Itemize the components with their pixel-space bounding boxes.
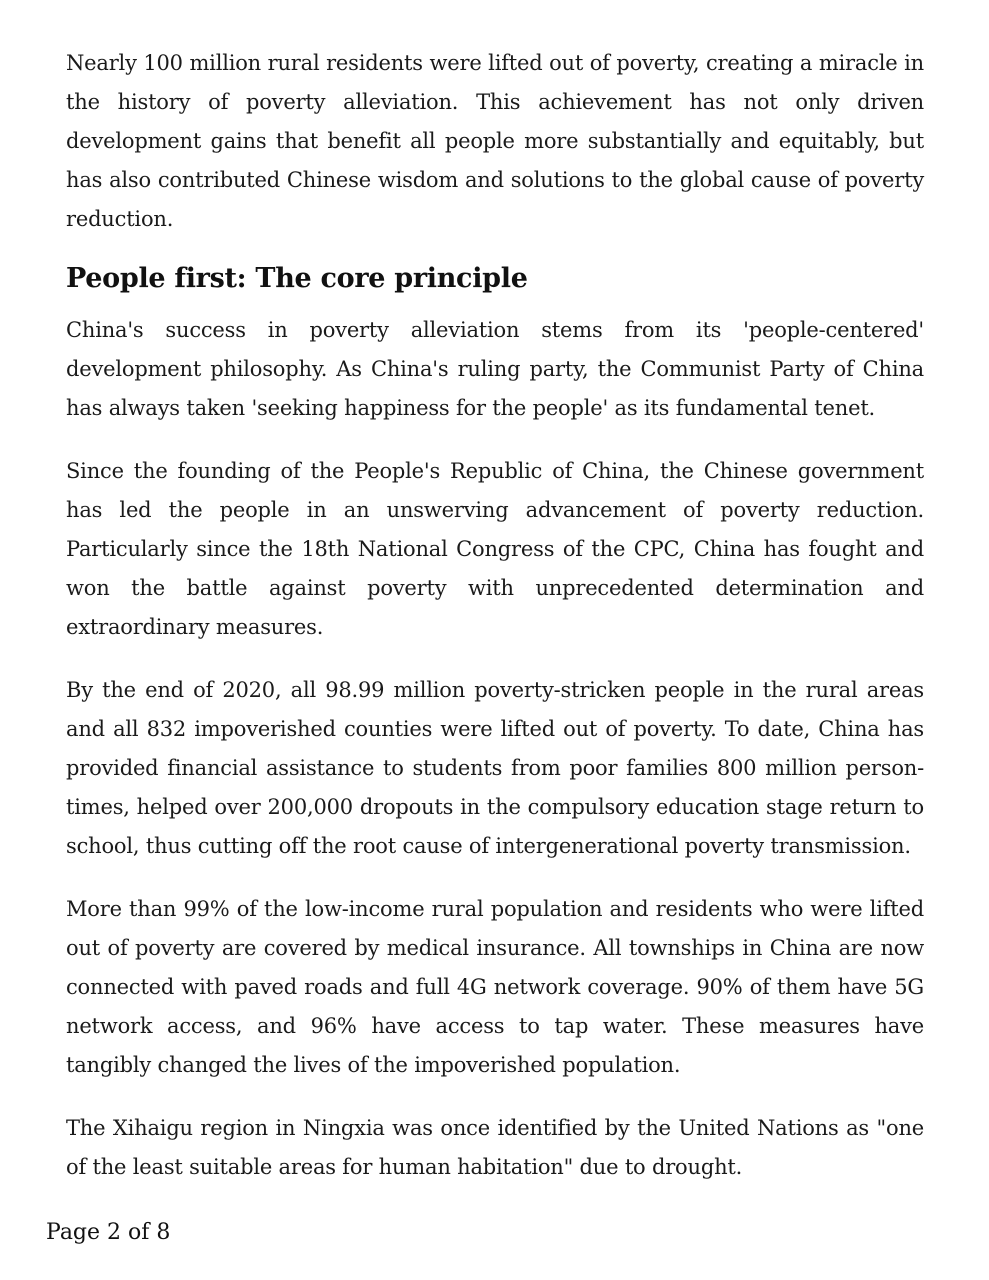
- document-page: [66, 44, 924, 1187]
- intro-paragraph: Nearly 100 million rural residents were lifted out of poverty, creating a miracle in the history of poverty alleviation. This achievement has not only driven development gains that benefit all people more substantially and equitably, but has also contributed Chinese wisdom and solutions to the global cause of poverty reduction.: [66, 51, 924, 231]
- body-paragraph: The Xihaigu region in Ningxia was once identified by the United Nations as "one of the least suitable areas for human habitation" due to drought.: [66, 1116, 924, 1179]
- body-paragraph: China's success in poverty alleviation stems from its 'people-centered' development philosophy. As China's ruling party, the Communist Party of China has always taken 'seeking happiness for the people' as its fundamental tenet.: [66, 318, 924, 420]
- body-paragraph: By the end of 2020, all 98.99 million poverty-stricken people in the rural areas and all 832 impoverished counties were lifted out of poverty. To date, China has provided financial assistance to students from poor families 800 million person-times, helped over 200,000 dropouts in the compulsory education stage return to school, thus cutting off the root cause of intergenerational poverty transmission.: [66, 678, 924, 858]
- page-number: Page 2 of 8: [46, 1220, 171, 1245]
- section-heading: People first: The core principle: [66, 263, 528, 294]
- body-paragraph: Since the founding of the People's Republic of China, the Chinese government has led the people in an unswerving advancement of poverty reduction. Particularly since the 18th National Congress of the CPC, China has fought and won the battle against poverty with unprecedented determination and extraordinary measures.: [66, 459, 924, 639]
- body-paragraph: More than 99% of the low-income rural population and residents who were lifted out of poverty are covered by medical insurance. All townships in China are now connected with paved roads and full 4G network coverage. 90% of them have 5G network access, and 96% have access to tap water. These measures have tangibly changed the lives of the impoverished population.: [66, 897, 924, 1077]
